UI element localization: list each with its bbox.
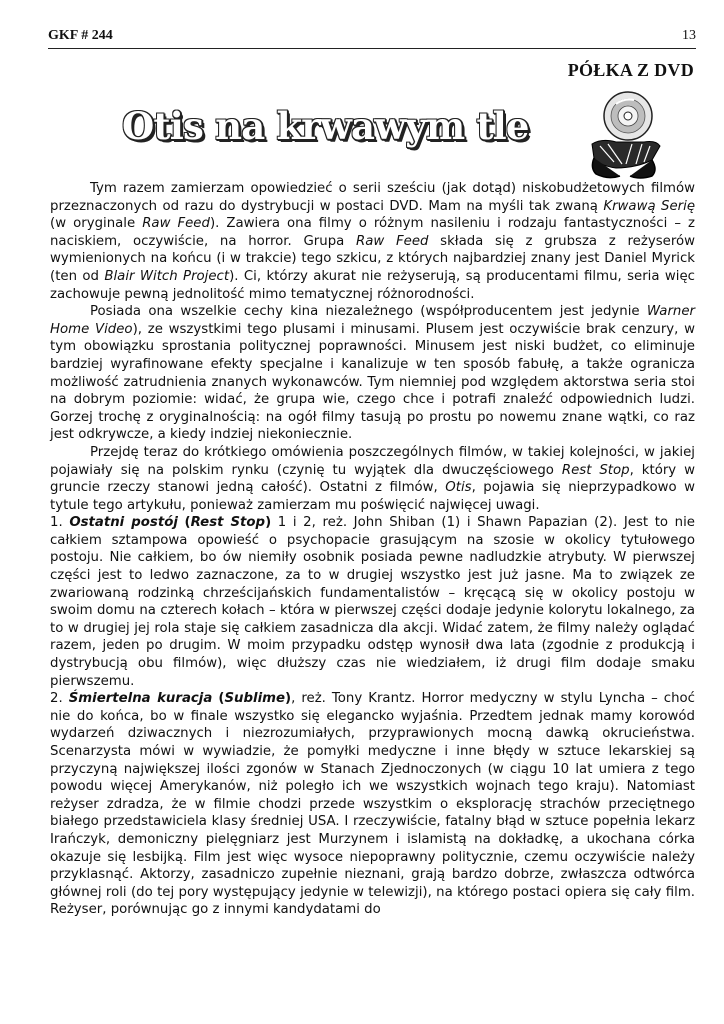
dvd-disc-in-hands-icon: [586, 88, 664, 184]
film-title-pl: Ostatni postój: [69, 515, 178, 531]
magazine-issue: GKF # 244: [48, 28, 113, 43]
film-entry-2: 2. Śmiertelna kuracja (Sublime), reż. Tony Krantz. Horror medyczny w stylu Lyncha – choć nie do końca, bo w finale wszystko się elegancko wyjaśnia. Przedtem jednak mamy korowód wydarzeń dziwacznych i niezrozumiałych, przyprawionych mocną dawką okrucieństwa. Scenarzysta mówi w wywiadzie, że pomyłki medyczne i inne błędy w sztuce lekarskiej są przyczyną największej ilości zgonów w Stanach Zjednoczonych (w ciągu 10 lat umiera z tego powodu więcej Amerykanów, niż poległo ich we wszystkich wojnach tego kraju). Natomiast reżyser zdradza, że w filmie chodzi przede wszystkim o eksplorację strachów przeciętnego białego przedstawiciela klasy średniej USA. I rzeczywiście, fatalny błąd w sztuce popełnia lekarz Irańczyk, demoniczny pielęgniarz jest Murzynem i islamistą na dokładkę, a ukochana córka okazuje się lesbijką. Film jest więc wysoce niepoprawny politycznie, czemu oczywiście należy przyklasnąć. Aktorzy, zasadniczo zupełnie nieznani, grają bardzo dobrze, zwłaszcza odtwórca głównej roli (do tej pory występujący jedynie w telewizji), na którego postaci opiera się cały film. Reżyser, porównując go z innymi kandydatami do: [50, 691, 695, 918]
film-title-pl: Śmiertelna kuracja: [68, 691, 213, 707]
page-header: [48, 28, 696, 49]
page-number: 13: [682, 28, 696, 43]
film-entry-1: 1. Ostatni postój (Rest Stop) 1 i 2, reż. John Shiban (1) i Shawn Papazian (2). Jest to nie całkiem sztampowa opowieść o psychopacie grasującym na szosie w okolicy tytułowego postoju. Nie całkiem, bo ów niemiły osobnik posiada pewne nadludzkie atrybuty. W pierwszej części jest to ledwo zaznaczone, za to w drugiej wszystko jest już jasne. Ma to związek ze zwariowaną rodzinką chrześcijańskich fundamentalistów – kręcącą się w okolicy postoju w swoim domu na czterech kołach – która w pierwszej części dodaje jedynie kolorytu lokalnego, za to w drugiej jej rola staje się całkiem zasadnicza dla akcji. Widać zatem, że filmy należy oglądać razem, jeden po drugim. W moim przypadku odstęp wynosił dwa lata (zgodnie z produkcją i dystrybucją obu filmów), więc dłuższy czas nie wiedziałem, iż drugi film dodaje smaku pierwszemu.: [50, 515, 695, 689]
paragraph-intro-1: Tym razem zamierzam opowiedzieć o serii sześciu (jak dotąd) niskobudżetowych filmów przeznaczonych od razu do dystrybucji w postaci DVD. Mam na myśli tak zwaną Krwawą Serię (w oryginale Raw Feed). Zawiera ona filmy o różnym nasileniu i rodzaju fantastyczności – z naciskiem, oczywiście, na horror. Grupa Raw Feed składa się z grubsza z reżyserów wymienionych na końcu (i w trakcie) tego szkicu, z których najbardziej znany jest Daniel Myrick (ten od Blair Witch Project). Ci, którzy akurat nie reżyserują, są producentami filmu, seria więc zachowuje pewną jednolitość mimo tematycznej różnorodności.: [50, 181, 695, 302]
section-title: PÓŁKA Z DVD: [567, 60, 694, 80]
paragraph-intro-3: Przejdę teraz do krótkiego omówienia poszczególnych filmów, w takiej kolejności, w jakiej pojawiały się na polskim rynku (czynię tu wyjątek dla dwuczęściowego Rest Stop, który w gruncie rzeczy stanowi jedną całość). Ostatni z filmów, Otis, pojawia się nieprzypadkowo w tytule tego artykułu, ponieważ zamierzam mu poświęcić najwięcej uwagi.: [50, 444, 696, 513]
article-title: Otis na krwawym tle: [122, 104, 529, 148]
article-body: [50, 180, 695, 919]
film-title-orig: Rest Stop: [190, 515, 266, 531]
film-title-orig: Sublime: [224, 691, 286, 707]
paragraph-intro-2: Posiada ona wszelkie cechy kina niezależnego (współproducentem jest jedynie Warner Home Video), ze wszystkimi tego plusami i minusami. Plusem jest oczywiście brak cenzury, w tym obowiązku sprostania politycznej poprawności. Minusem jest niski budżet, co eliminuje bardziej wyrafinowane efekty specjalne i kanalizuje w ten sposób fabułę, a także ogranicza możliwość zatrudnienia znanych wykonawców. Tym niemniej pod względem aktorstwa seria stoi na dobrym poziomie: widać, że grupa wie, czego chce i potrafi znaleźć odpowiednich ludzi. Gorzej trochę z oryginalnością: na ogół filmy tasują po prostu po nowemu znane wątki, co raz jest odkrywcze, a kiedy indziej niekoniecznie.: [50, 304, 695, 443]
